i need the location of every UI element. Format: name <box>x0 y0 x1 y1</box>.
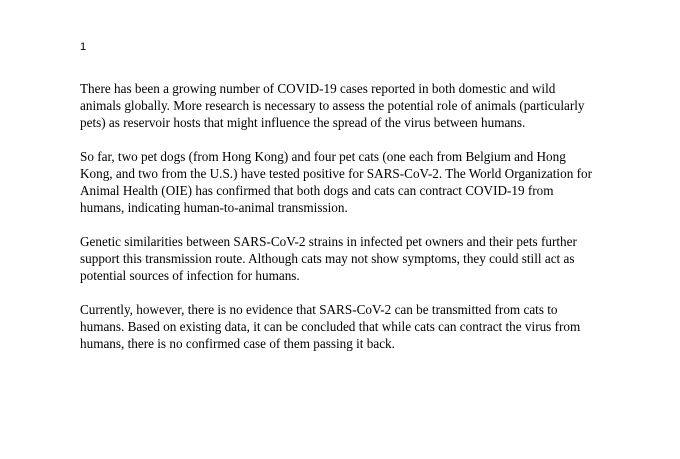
paragraph-genetic-similarities: Genetic similarities between SARS-CoV-2 strains in infected pet owners and their pets further support this transmission route. Although cats may not show symptoms, they could still act as potential sources of infection for humans. <box>80 234 577 283</box>
paragraph-animal-cases: There has been a growing number of COVID-19 cases reported in both domestic and wild animals globally. More research is necessary to assess the potential role of animals (particularly pets) as reservoir hosts that might influence the spread of the virus between humans. <box>80 81 585 130</box>
paragraph-no-evidence: Currently, however, there is no evidence that SARS-CoV-2 can be transmitted from cats to humans. Based on existing data, it can be concluded that while cats can contract the virus from humans, there is no confirmed case of them passing it back. <box>80 302 581 351</box>
page-number: 1 <box>80 41 87 53</box>
document-body <box>80 80 595 369</box>
paragraph-positive-pets: So far, two pet dogs (from Hong Kong) and four pet cats (one each from Belgium and Hong Kong, and two from the U.S.) have tested positive for SARS-CoV-2. The World Organization for Animal Health (OIE) has confirmed that both dogs and cats can contract COVID-19 from humans, indicating human-to-animal transmission. <box>80 149 592 215</box>
